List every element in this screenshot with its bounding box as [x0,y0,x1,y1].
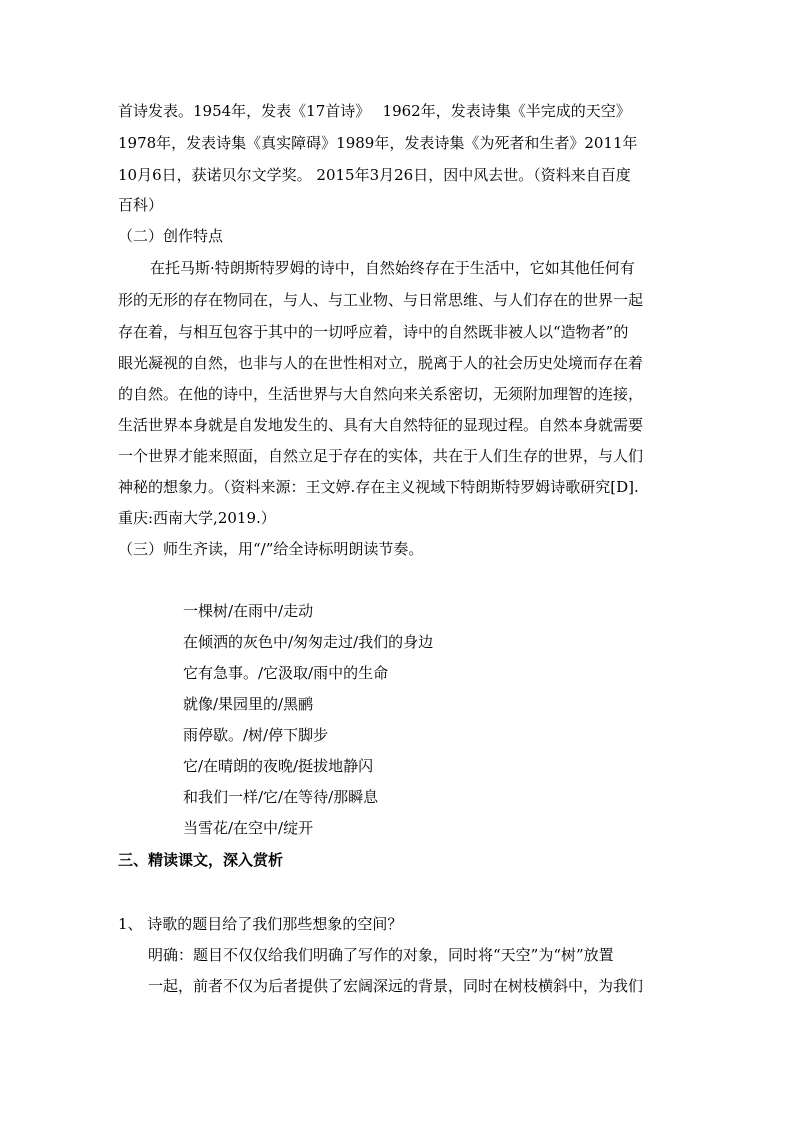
features-line-4: 眼光凝视的自然，也非与人的在世性相对立，脱离于人的社会历史处境而存在着 [118,354,644,372]
poem-line-5: 雨停歇。/树/停下脚步 [183,726,329,744]
question-1-answer-line-2: 一起，前者不仅为后者提供了宏阔深远的背景，同时在树枝横斜中，为我们 [148,977,644,995]
poem-line-3: 它有急事。/它汲取/雨中的生命 [183,664,389,682]
poem-line-8: 当雪花/在空中/绽开 [183,819,314,837]
features-line-2: 形的无形的存在物同在，与人、与工业物、与日常思维、与人们存在的世界一起 [118,291,644,309]
features-line-6: 生活世界本身就是自发地发生的、具有大自然特征的显现过程。自然本身就需要 [118,416,644,434]
part-heading-close-reading: 三、精读课文，深入赏析 [118,851,284,869]
features-line-8: 神秘的想象力。（资料来源：王文婷.存在主义视域下特朗斯特罗姆诗歌研究[D]. [118,478,639,496]
features-line-7: 一个世界才能来照面，自然立足于存在的实体，共在于人们生存的世界，与人们 [118,447,644,465]
question-1-text: 1、 诗歌的题目给了我们那些想象的空间？ [118,915,403,933]
bio-line-2: 1978年，发表诗集《真实障碍》1989年，发表诗集《为死者和生者》2011年 [118,134,638,152]
section-heading-group-reading: （三）师生齐读，用“/”给全诗标明朗读节奏。 [118,540,424,558]
bio-line-3: 10月6日，获诺贝尔文学奖。 2015年3月26日，因中风去世。（资料来自百度 [118,166,631,184]
poem-line-7: 和我们一样/它/在等待/那瞬息 [183,788,379,806]
features-line-3: 存在着，与相互包容于其中的一切呼应着，诗中的自然既非被人以“造物者”的 [118,323,629,341]
features-line-1: 在托马斯·特朗斯特罗姆的诗中，自然始终存在于生活中，它如其他任何有 [150,259,635,277]
features-line-5: 的自然。在他的诗中，生活世界与大自然向来关系密切，无须附加理智的连接， [118,385,644,403]
section-heading-creative-features: （二）创作特点 [118,227,224,245]
poem-line-6: 它/在晴朗的夜晚/挺拔地静闪 [183,757,374,775]
poem-line-2: 在倾洒的灰色中/匆匆走过/我们的身边 [183,633,434,651]
poem-line-4: 就像/果园里的/黑鹂 [183,695,314,713]
bio-line-1: 首诗发表。1954年，发表《17首诗》 1962年，发表诗集《半完成的天空》 [118,102,631,120]
question-1-answer-line-1: 明确：题目不仅仅给我们明确了写作的对象，同时将“天空”为“树”放置 [148,946,614,964]
features-line-9: 重庆:西南大学,2019.） [118,509,276,527]
poem-line-1: 一棵树/在雨中/走动 [183,602,314,620]
bio-line-4: 百科） [118,196,164,214]
